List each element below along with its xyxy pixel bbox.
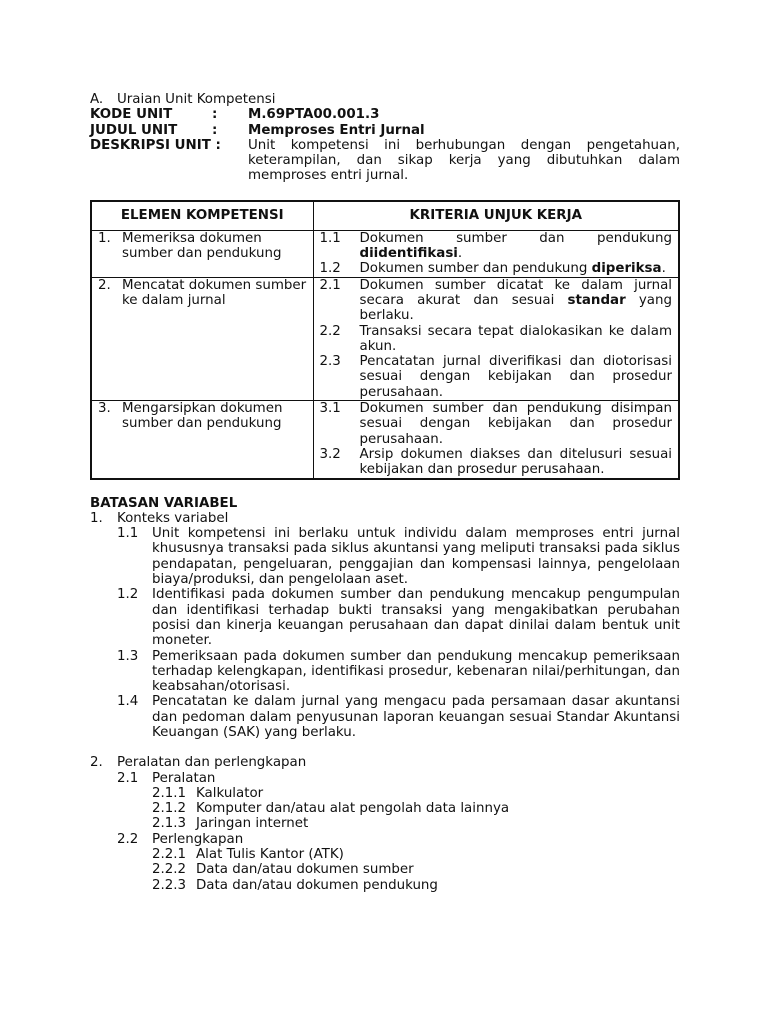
judul-unit-label: JUDUL UNIT bbox=[90, 122, 178, 138]
list-text: Peralatan bbox=[152, 770, 216, 786]
criteria-number: 3.2 bbox=[319, 446, 341, 462]
judul-unit-row bbox=[90, 123, 680, 138]
criteria-item bbox=[320, 324, 673, 355]
element-text: Memeriksa dokumen sumber dan pendukung bbox=[122, 230, 282, 262]
kriteria-unjuk-kerja-header: KRITERIA UNJUK KERJA bbox=[313, 201, 679, 231]
section-number: A. bbox=[90, 92, 104, 107]
list-item bbox=[90, 878, 680, 893]
table-row bbox=[91, 277, 679, 400]
list-number: 1. bbox=[90, 510, 103, 526]
criteria-text: Dokumen sumber dan pendukung bbox=[359, 230, 672, 246]
criteria-number: 2.2 bbox=[319, 323, 341, 339]
list-number: 2.1.2 bbox=[152, 801, 187, 817]
list-text: Alat Tulis Kantor (ATK) bbox=[196, 847, 344, 863]
judul-unit-value: Memproses Entri Jurnal bbox=[248, 122, 425, 138]
kode-unit-value: M.69PTA00.001.3 bbox=[248, 107, 380, 123]
list-item bbox=[90, 862, 680, 877]
deskripsi-unit-row bbox=[90, 138, 680, 184]
criteria-text: Transaksi secara tepat dialokasikan ke dalam akun. bbox=[359, 323, 672, 354]
deskripsi-unit-label: DESKRIPSI UNIT : bbox=[90, 137, 221, 153]
kode-unit-colon: : bbox=[212, 107, 218, 123]
competency-table bbox=[90, 200, 680, 480]
list-number: 1.2 bbox=[117, 587, 139, 603]
element-text: Mencatat dokumen sumber ke dalam jurnal bbox=[122, 277, 307, 308]
list-number: 2.1.1 bbox=[152, 785, 187, 801]
criteria-item bbox=[320, 278, 673, 324]
element-cell bbox=[91, 230, 313, 277]
criteria-item bbox=[320, 354, 673, 400]
criteria-item bbox=[320, 261, 673, 276]
criteria-after-text: . bbox=[457, 246, 463, 262]
list-number: 2.2 bbox=[117, 831, 139, 847]
element-number: 2. bbox=[98, 277, 111, 293]
criteria-cell bbox=[313, 277, 679, 400]
list-item bbox=[90, 801, 680, 816]
batasan-variabel-title: BATASAN VARIABEL bbox=[90, 495, 238, 511]
criteria-number: 2.1 bbox=[319, 277, 341, 293]
list-number: 2.2.2 bbox=[152, 862, 187, 878]
criteria-bold-text: diperiksa bbox=[591, 261, 662, 277]
criteria-cell bbox=[313, 401, 679, 479]
criteria-cell bbox=[313, 230, 679, 277]
element-text: Mengarsipkan dokumen sumber dan pendukung bbox=[122, 401, 283, 432]
list-item bbox=[90, 587, 680, 648]
list-text: Identifikasi pada dokumen sumber dan pendukung mencakup pengumpulan dan identifikasi terhadap bukti transaksi yang mengakibatkan perubahan posisi dan kinerja keuangan perusahaan dan dapat dinilai dalam bentuk unit moneter. bbox=[152, 587, 680, 649]
criteria-after-text: . bbox=[661, 261, 666, 277]
list-text: Pencatatan ke dalam jurnal yang mengacu pada persamaan dasar akuntansi dan pedoman dalam penyusunan laporan keuangan sesuai Standar Akuntansi Keuangan (SAK) yang berlaku. bbox=[152, 694, 680, 740]
criteria-number: 1.1 bbox=[319, 230, 341, 246]
criteria-item bbox=[320, 231, 673, 262]
kode-unit-row bbox=[90, 107, 680, 122]
list-number: 2.2.1 bbox=[152, 847, 187, 863]
list-item bbox=[90, 649, 680, 695]
list-item bbox=[90, 694, 680, 740]
table-header-row bbox=[91, 201, 679, 231]
element-cell bbox=[91, 277, 313, 400]
list-text: Komputer dan/atau alat pengolah data lainnya bbox=[196, 801, 510, 817]
element-cell bbox=[91, 401, 313, 479]
criteria-text: Pencatatan jurnal diverifikasi dan diotorisasi sesuai dengan kebijakan dan prosedur perusahaan. bbox=[359, 354, 672, 400]
criteria-bold-text: standar bbox=[567, 292, 626, 308]
list-text: Jaringan internet bbox=[196, 816, 309, 832]
list-text: Pemeriksaan pada dokumen sumber dan pendukung mencakup pemeriksaan terhadap kelengkapan, identifikasi prosedur, kebenaran nilai/perhitungan, dan keabsahan/otorisasi. bbox=[152, 648, 680, 695]
list-number: 2.2.3 bbox=[152, 877, 187, 893]
list-number: 1.1 bbox=[117, 526, 139, 542]
list-number: 1.3 bbox=[117, 648, 139, 664]
criteria-text: Dokumen sumber dicatat ke dalam jurnal secara akurat dan sesuai bbox=[359, 277, 672, 308]
list-number: 1.4 bbox=[117, 694, 139, 710]
konteks-variabel-title: Konteks variabel bbox=[117, 510, 229, 526]
criteria-number: 1.2 bbox=[319, 261, 341, 277]
list-item bbox=[90, 771, 680, 786]
section-title: Uraian Unit Kompetensi bbox=[117, 92, 276, 107]
criteria-number: 2.3 bbox=[319, 354, 341, 370]
table-row bbox=[91, 230, 679, 277]
list-item bbox=[90, 832, 680, 847]
batasan-variabel-section bbox=[90, 496, 680, 893]
criteria-after-text: yang berlaku. bbox=[359, 292, 672, 324]
document-page bbox=[90, 92, 680, 893]
list-number: 2.1.3 bbox=[152, 816, 187, 832]
criteria-text: Dokumen sumber dan pendukung disimpan sesuai dengan kebijakan dan prosedur perusahaan. bbox=[359, 401, 672, 447]
list-item bbox=[90, 847, 680, 862]
peralatan-title: Peralatan dan perlengkapan bbox=[117, 755, 307, 771]
list-number: 2.1 bbox=[117, 770, 139, 786]
list-item bbox=[90, 755, 680, 770]
criteria-text: Dokumen sumber dan pendukung bbox=[359, 261, 588, 277]
element-number: 1. bbox=[98, 230, 111, 246]
section-heading bbox=[90, 92, 680, 107]
criteria-item bbox=[320, 447, 673, 478]
list-text: Data dan/atau dokumen pendukung bbox=[196, 877, 438, 893]
kode-unit-label: KODE UNIT bbox=[90, 107, 173, 123]
list-text: Unit kompetensi ini berlaku untuk individu dalam memproses entri jurnal khususnya transaksi pada siklus akuntansi yang meliputi transaksi pada siklus pendapatan, pengeluaran, penggajian dan kompensasi lainnya, pengelolaan biaya/produksi, dan pengelolaan aset. bbox=[152, 526, 680, 588]
list-item bbox=[90, 786, 680, 801]
criteria-item bbox=[320, 401, 673, 447]
element-number: 3. bbox=[98, 401, 111, 417]
list-text: Perlengkapan bbox=[152, 831, 244, 847]
deskripsi-unit-value: Unit kompetensi ini berhubungan dengan pengetahuan, keterampilan, dan sikap kerja yang dibutuhkan dalam memproses entri jurnal. bbox=[248, 137, 680, 184]
criteria-text: Arsip dokumen diakses dan ditelusuri sesuai kebijakan dan prosedur perusahaan. bbox=[359, 446, 672, 478]
list-text: Kalkulator bbox=[196, 785, 264, 801]
list-item bbox=[90, 511, 680, 526]
list-item bbox=[90, 816, 680, 831]
table-row bbox=[91, 401, 679, 479]
list-item bbox=[90, 526, 680, 587]
judul-unit-colon: : bbox=[212, 122, 218, 138]
criteria-number: 3.1 bbox=[319, 401, 341, 417]
list-number: 2. bbox=[90, 755, 103, 771]
elemen-kompetensi-header: ELEMEN KOMPETENSI bbox=[91, 201, 313, 231]
criteria-bold-text: diidentifikasi bbox=[359, 246, 458, 262]
list-text: Data dan/atau dokumen sumber bbox=[196, 862, 414, 878]
